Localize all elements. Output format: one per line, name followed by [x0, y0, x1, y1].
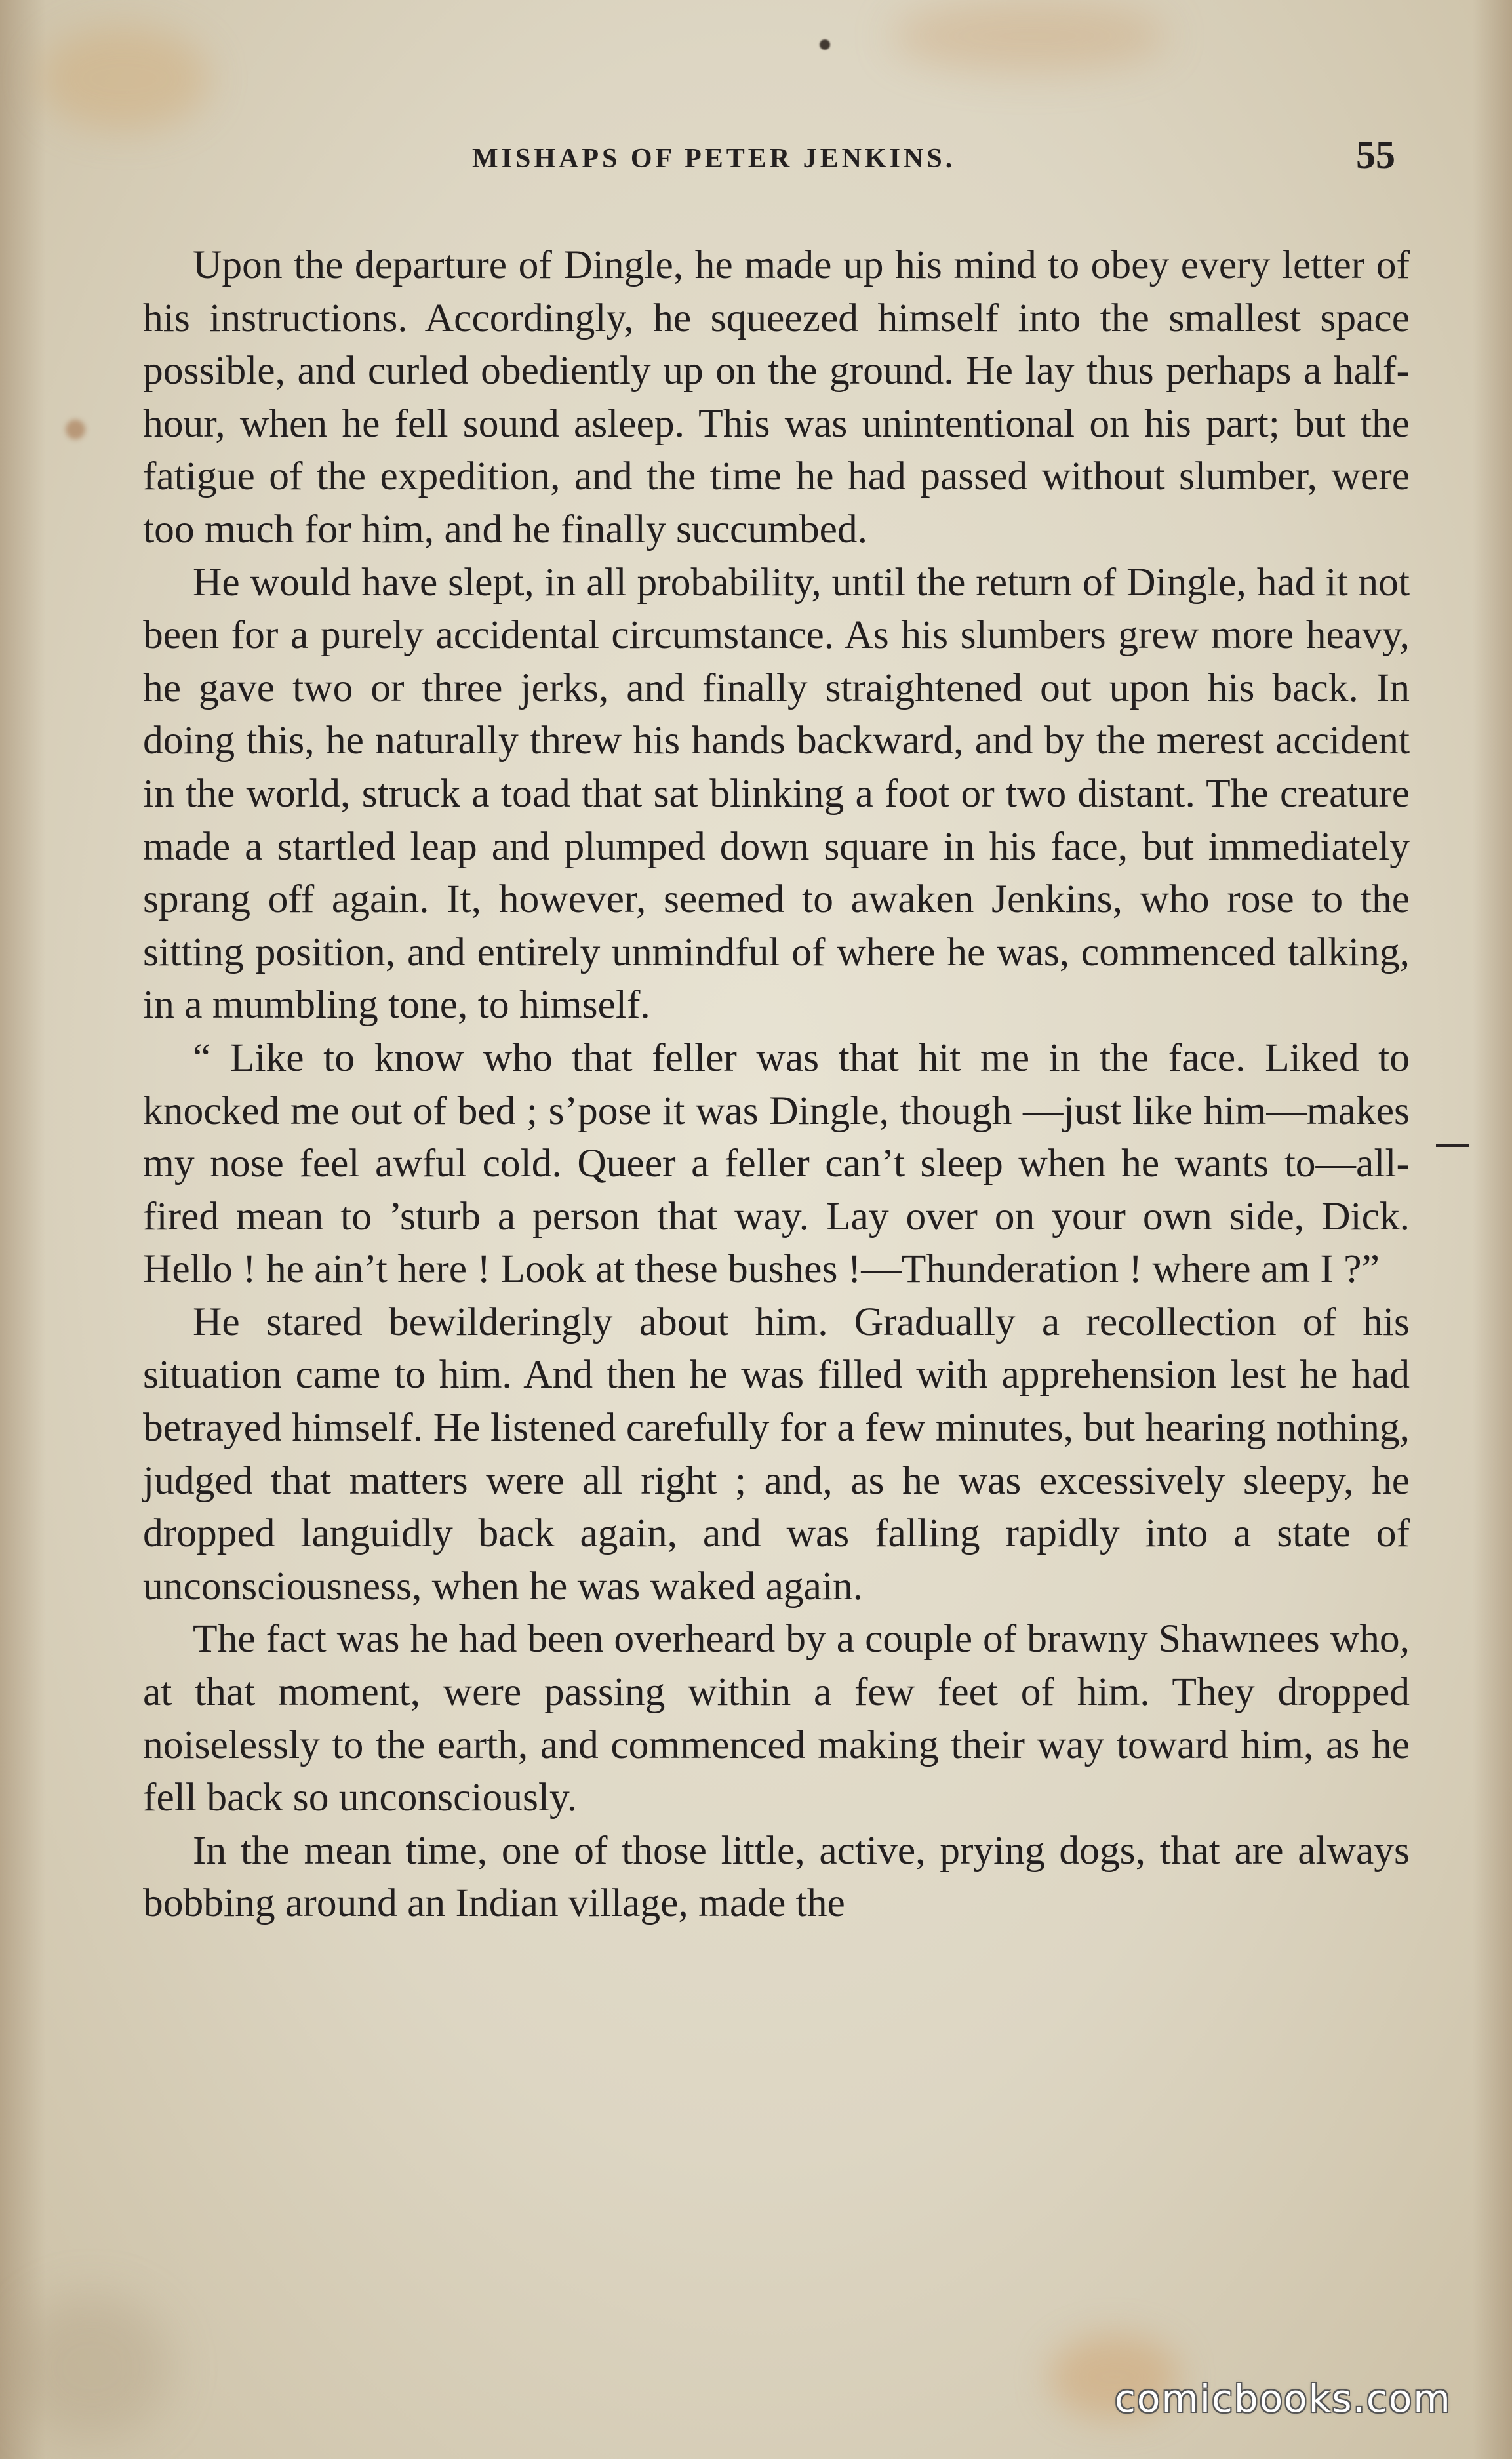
paper-spot	[66, 420, 85, 439]
paragraph-1: Upon the departure of Dingle, he made up his mind to obey every letter of his instructions. Accordingly, he squeezed himself into the smallest space possible, and curled obediently up on the ground. He lay thus perhaps a half-hour, when he fell sound asleep. This was unintentional on his part; but the fatigue of the expedition, and the time he had passed without slumber, were too much for him, and he finally succumbed.	[143, 243, 1410, 551]
margin-mark	[1436, 1144, 1469, 1147]
paragraph-5: The fact was he had been overheard by a couple of brawny Shawnees who, at that moment, were passing within a few feet of him. They dropped noiselessly to the earth, and commenced making their way toward him, as he fell back so unconsciously.	[143, 1616, 1410, 1820]
paper-stain	[39, 26, 210, 131]
body-text	[143, 239, 1410, 1930]
paper-stain	[892, 0, 1167, 72]
page-edge-shadow-right	[1473, 0, 1512, 2459]
paragraph-3: “ Like to know who that feller was that hit me in the face. Liked to knocked me out of bed ; s’pose it was Dingle, though —just like him—makes my nose feel awful cold. Queer a feller can’t sleep when he wants to—all-fired mean to ’sturb a person that way. Lay over on your own side, Dick. Hello ! he ain’t here ! Look at these bushes !—Thunderation ! where am I ?”	[143, 1035, 1410, 1292]
paragraph-6: In the mean time, one of those little, active, prying dogs, that are always bobbing around an Indian village, made the	[143, 1828, 1410, 1926]
paragraph-4: He stared bewilderingly about him. Gradually a recollection of his situation came to him. And then he was filled with apprehension lest he had betrayed himself. He listened carefully for a few minutes, but hearing nothing, judged that matters were all right ; and, as he was excessively sleepy, he dropped languidly back again, and was falling rapidly into a state of unconsciousness, when he was waked again.	[143, 1299, 1410, 1609]
running-title: MISHAPS OF PETER JENKINS.	[472, 144, 956, 174]
paragraph-2: He would have slept, in all probability, until the return of Dingle, had it not been for a purely accidental circumstance. As his slumbers grew more heavy, he gave two or three jerks, and finally straightened out upon his back. In doing this, he naturally threw his hands backward, and by the merest accident in the world, struck a toad that sat blinking a foot or two distant. The creature made a startled leap and plumped down square in his face, but immediately sprang off again. It, however, seemed to awaken Jenkins, who rose to the sitting position, and entirely unmindful of where he was, commenced talking, in a mumbling tone, to himself.	[143, 559, 1410, 1028]
watermark: comicbooks.com	[1115, 2376, 1452, 2421]
ink-speck	[820, 39, 830, 50]
page-edge-shadow-left	[0, 0, 46, 2459]
page-number: 55	[1356, 133, 1395, 176]
